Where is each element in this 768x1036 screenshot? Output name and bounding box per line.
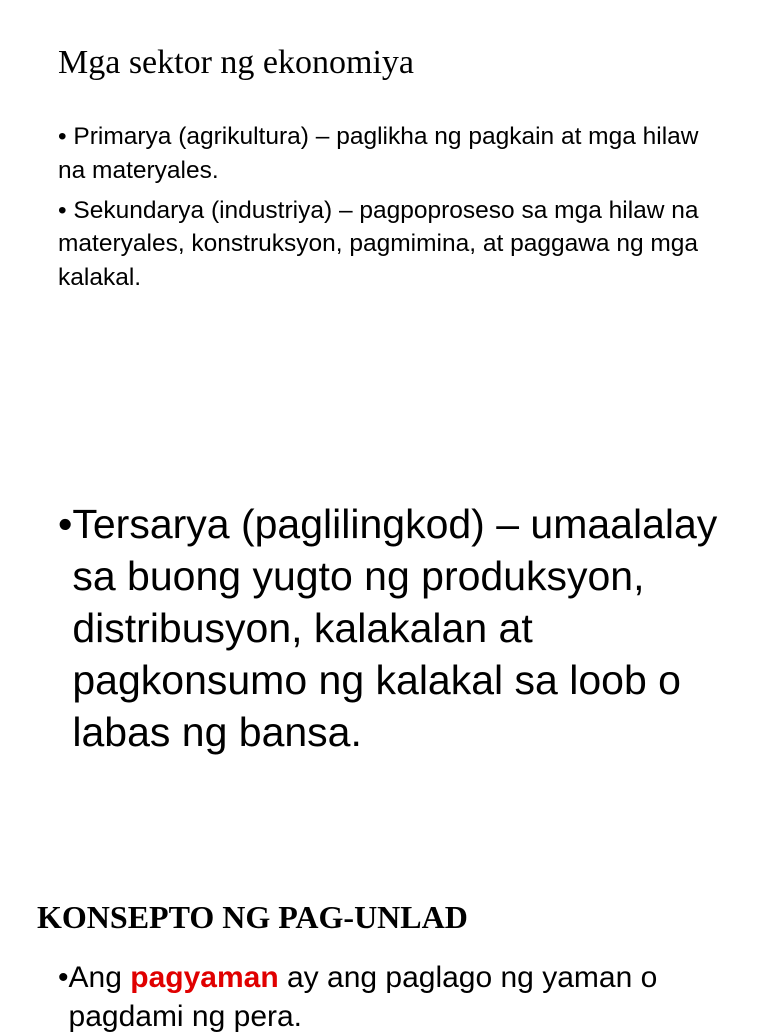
highlighted-term: pagyaman: [130, 961, 279, 994]
list-item-sekundarya: [58, 194, 728, 295]
tersarya-list: [58, 498, 738, 758]
bullet-dash: –: [338, 196, 353, 224]
text-after: ay ang paglago ng yaman o pagdami ng pera.: [68, 961, 658, 1033]
list-item-primarya: [58, 120, 728, 188]
pag-unlad-list: [58, 958, 738, 1036]
bullet-label: Primarya (agrikultura): [73, 123, 309, 150]
bullet-glyph: •: [58, 123, 67, 150]
section-heading: KONSEPTO NG PAG-UNLAD: [37, 899, 468, 935]
sector-list: [58, 120, 728, 301]
bullet-label: Sekundarya (industriya): [73, 196, 333, 224]
list-item-tersarya: [58, 498, 738, 758]
text-before: Ang: [68, 961, 122, 994]
bullet-text: pagpoproseso sa mga hilaw na materyales, konstruksyon, pagmimina, at paggawa ng mga kalakal.: [58, 196, 699, 292]
bullet-glyph: •: [58, 501, 73, 547]
bullet-text: paglikha ng pagkain at mga hilaw na materyales.: [58, 123, 699, 184]
list-item-pagyaman: [58, 958, 738, 1036]
bullet-text: [69, 958, 738, 1036]
bullet-text: Tersarya (paglilingkod) – umaalalay sa buong yugto ng produksyon, distribusyon, kalakalan at pagkonsumo ng kalakal sa loob o labas ng bansa.: [72, 501, 718, 756]
bullet-glyph: •: [58, 196, 67, 224]
slide-title: Mga sektor ng ekonomiya: [58, 44, 414, 81]
bullet-glyph: •: [58, 961, 69, 994]
bullet-dash: –: [315, 123, 330, 150]
